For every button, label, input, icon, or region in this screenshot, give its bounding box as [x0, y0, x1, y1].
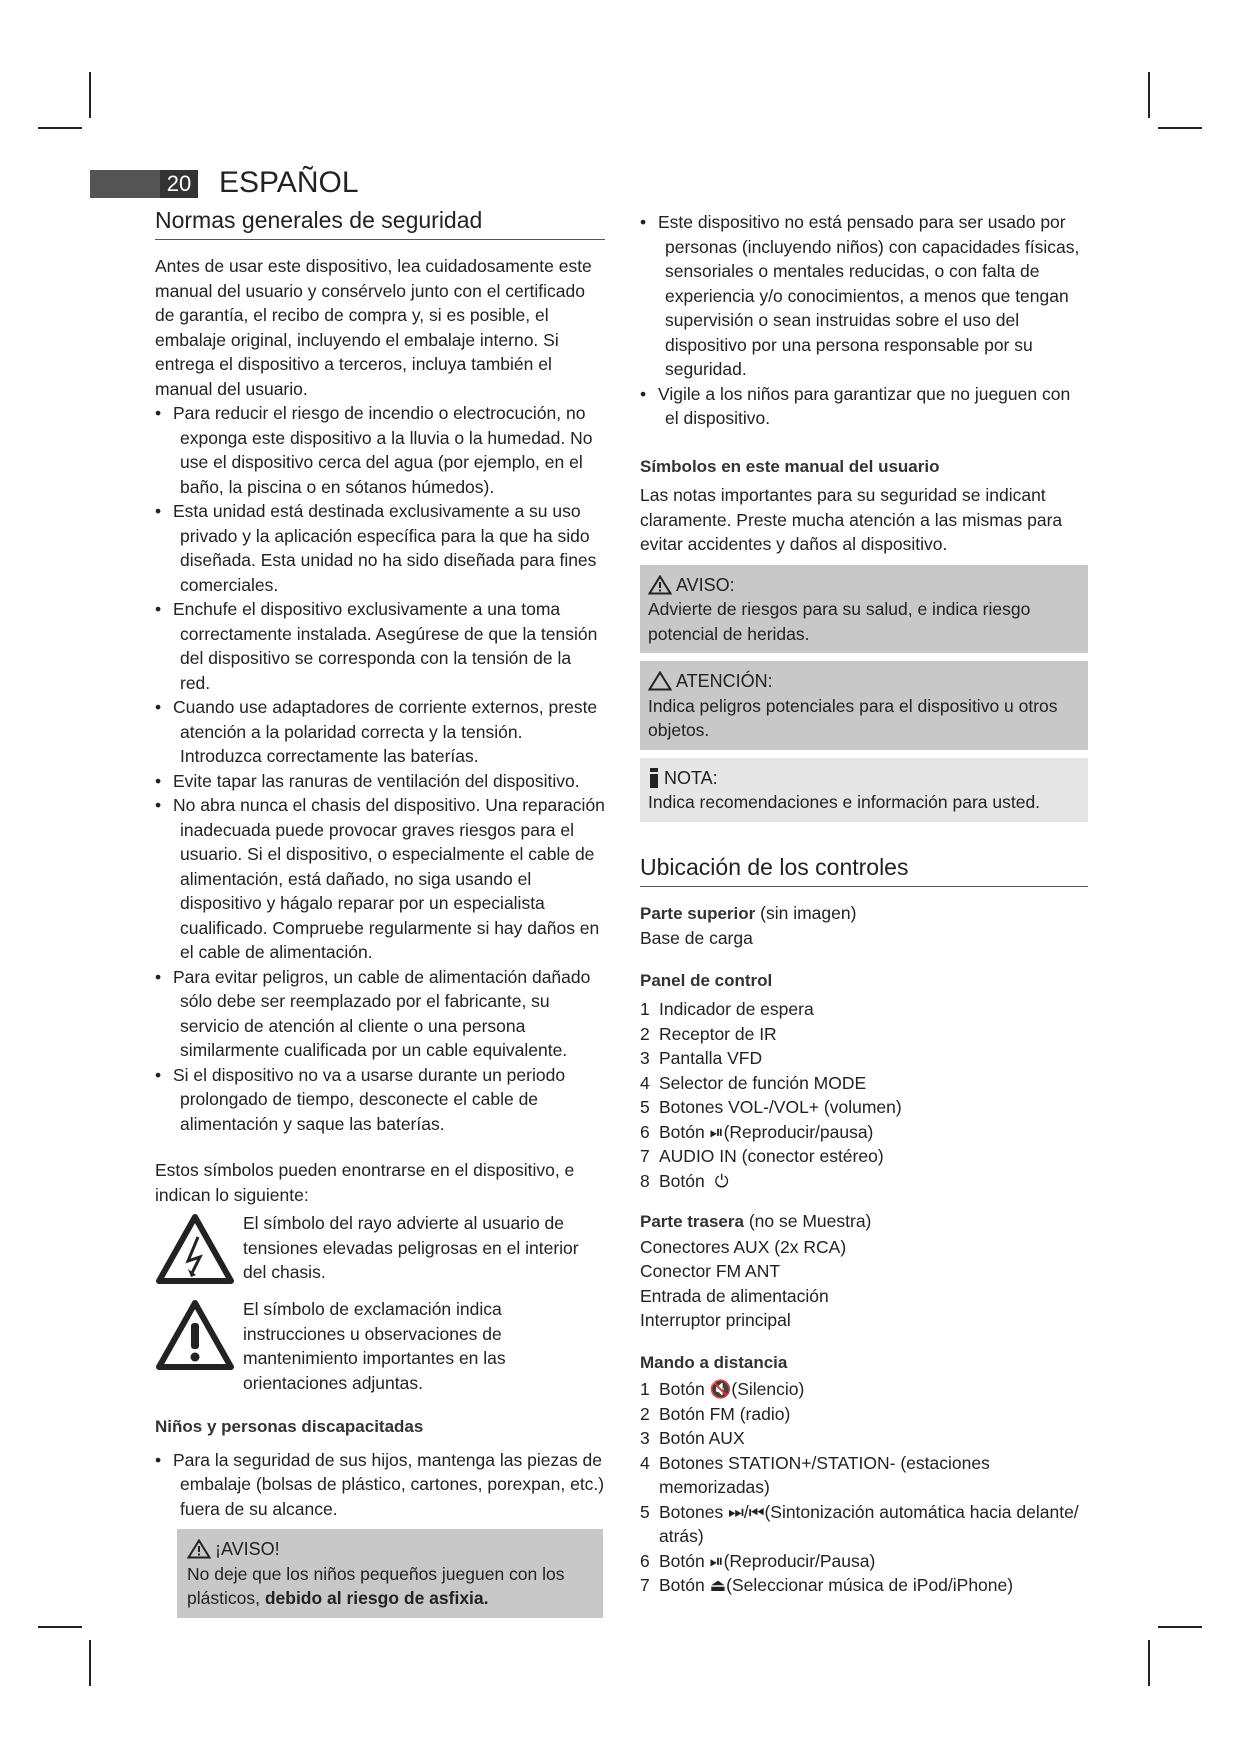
aviso-text: [187, 1562, 595, 1611]
item-text: Botones ⏭/⏮(Sintonización automática hacia delante/ atrás): [659, 1501, 1079, 1546]
remote-heading: Mando a distancia: [640, 1352, 788, 1372]
item-text: Botón ⏏(Seleccionar música de iPod/iPhone): [659, 1575, 1014, 1595]
item-number: 1: [640, 999, 650, 1019]
item-text: Botones VOL-/VOL+ (volumen): [659, 1097, 902, 1117]
list-item: [640, 1377, 1088, 1402]
item-number: 4: [640, 1072, 650, 1093]
right-bullets: [640, 210, 1088, 431]
list-item: • Esta unidad está destinada exclusivamente a su uso privado y la aplicación específica para la que ha sido diseñada. Esta unidad no ha sido diseñada para fines comerciales.: [155, 499, 605, 597]
item-text: Botón: [659, 1170, 705, 1191]
item-number: 1: [640, 1379, 650, 1399]
atencion-head: [648, 669, 1080, 694]
item-number: 4: [640, 1452, 650, 1473]
remote-list: [640, 1377, 1088, 1598]
list-item: [640, 997, 1088, 1022]
warning-triangle-icon: [187, 1539, 211, 1559]
list-item: • Este dispositivo no está pensado para ser usado por personas (incluyendo niños) con capacidades físicas, sensoriales o mentales reducidas, o con falta de experiencia y/o conocimientos, a menos que tengan supervisión o sean instruidas sobre el uso del dispositivo por una persona responsable por su seguridad.: [640, 210, 1088, 382]
atencion-label: ATENCIÓN:: [676, 671, 773, 691]
aviso-head: [187, 1537, 595, 1562]
aviso-note-box: [640, 565, 1088, 654]
exclamation-warning-icon: [155, 1297, 235, 1383]
item-text: Botones STATION+/STATION- (estaciones memorizadas): [659, 1452, 990, 1497]
item-text: Selector de función MODE: [659, 1072, 867, 1093]
aviso-text-normal: No deje que los niños pequeños jueguen con los plásticos,: [187, 1563, 565, 1608]
page-number: 20: [160, 170, 198, 198]
list-item: Conectores AUX (2x RCA): [640, 1236, 847, 1257]
item-number: 6: [640, 1121, 650, 1142]
lightning-symbol-row: [155, 1211, 605, 1297]
crop-mark: [1158, 1626, 1202, 1628]
item-text: Botón ⏯(Reproducir/pausa): [659, 1121, 874, 1142]
rear-label: Parte trasera: [640, 1212, 744, 1231]
symbols-heading: Símbolos en este manual del usuario: [640, 456, 940, 476]
crop-mark: [89, 1640, 91, 1686]
item-number: 8: [640, 1170, 650, 1191]
crop-mark: [38, 1626, 82, 1628]
top-note: (sin imagen): [760, 902, 857, 923]
item-number: 3: [640, 1428, 650, 1448]
list-item: [640, 1071, 1088, 1096]
list-item: • Para la seguridad de sus hijos, mantenga las piezas de embalaje (bolsas de plástico, cartones, porexpan, etc.) fuera de su alcance.: [155, 1448, 605, 1522]
crop-mark: [1148, 1640, 1150, 1686]
item-number: 3: [640, 1048, 650, 1068]
item-text: Botón AUX: [659, 1428, 745, 1448]
left-column: [155, 205, 605, 1626]
section-title-controls: Ubicación de los controles: [640, 852, 1088, 887]
list-item: • Si el dispositivo no va a usarse durante un periodo prolongado de tiempo, desconecte el cable de alimentación y saque las baterías.: [155, 1063, 605, 1137]
list-item: [640, 1144, 1088, 1169]
list-item: • Para evitar peligros, un cable de alimentación dañado sólo debe ser reemplazado por el fabricante, su servicio de atención al cliente o una persona similarmente cualificada por un cable equivalente.: [155, 965, 605, 1063]
atencion-box: [640, 661, 1088, 750]
list-item: • Enchufe el dispositivo exclusivamente a una toma correctamente instalada. Asegúrese de que la tensión del dispositivo se corresponda con la tensión de la red.: [155, 597, 605, 695]
top-label: Parte superior: [640, 903, 756, 923]
item-number: 5: [640, 1097, 650, 1117]
section-title-safety: Normas generales de seguridad: [155, 205, 605, 240]
symbols-text: Las notas importantes para su seguridad se indicant claramente. Preste mucha atención a las mismas para evitar accidentes y daños al dispositivo.: [640, 485, 1063, 554]
top-heading: [640, 901, 1088, 927]
list-item: • Evite tapar las ranuras de ventilación del dispositivo.: [155, 769, 605, 794]
header-bar: [90, 170, 160, 198]
exclamation-symbol-text: El símbolo de exclamación indica instrucciones u observaciones de mantenimiento importantes en las orientaciones adjuntas.: [243, 1299, 506, 1393]
item-text: Botón ⏯(Reproducir/Pausa): [659, 1550, 876, 1571]
list-item: [640, 1120, 1088, 1145]
crop-mark: [1158, 127, 1202, 129]
info-icon: [648, 768, 660, 788]
list-item: • Para reducir el riesgo de incendio o electrocución, no exponga este dispositivo a la lluvia o la humedad. No use el dispositivo cerca del agua (por ejemplo, en el baño, la piscina o en sótanos húmedos).: [155, 401, 605, 499]
aviso-note-text: Advierte de riesgos para su salud, e indica riesgo potencial de heridas.: [648, 599, 1031, 644]
item-text: AUDIO IN (conector estéreo): [659, 1146, 884, 1166]
rear-heading: [640, 1209, 1088, 1235]
aviso-label: ¡AVISO!: [215, 1539, 280, 1559]
item-number: 5: [640, 1501, 650, 1522]
children-heading: Niños y personas discapacitadas: [155, 1417, 424, 1436]
list-item: [640, 1500, 1088, 1549]
list-item: [640, 1426, 1088, 1451]
list-item: [640, 1022, 1088, 1047]
item-number: 7: [640, 1575, 650, 1595]
rear-note: (no se Muestra): [748, 1211, 872, 1231]
safety-bullets: [155, 401, 605, 1136]
lightning-symbol-text: El símbolo del rayo advierte al usuario de tensiones elevadas peligrosas en el interior del chasis.: [243, 1213, 579, 1282]
list-item: [640, 1046, 1088, 1071]
children-bullets: [155, 1448, 605, 1522]
crop-mark: [1148, 72, 1150, 118]
nota-label: NOTA:: [664, 767, 718, 788]
language-title: ESPAÑOL: [219, 166, 359, 199]
list-item: [640, 1095, 1088, 1120]
list-item: • Cuando use adaptadores de corriente externos, preste atención a la polaridad correcta y la tensión. Introduzca correctamente las baterías.: [155, 695, 605, 769]
list-item: [640, 1169, 1088, 1194]
panel-list: [640, 997, 1088, 1193]
nota-text: Indica recomendaciones e información para usted.: [648, 792, 1041, 812]
list-item: • No abra nunca el chasis del dispositivo. Una reparación inadecuada puede provocar graves riesgos para el usuario. Si el dispositivo, o especialmente el cable de alimentación, está dañado, no siga usando el dispositivo y hágalo reparar por un especialista cualificado. Compruebe regularmente si hay daños en el cable de alimentación.: [155, 793, 605, 965]
warning-triangle-icon: [648, 575, 672, 595]
crop-mark: [38, 127, 82, 129]
item-text: Receptor de IR: [659, 1023, 777, 1044]
list-item: Conector FM ANT: [640, 1261, 781, 1281]
panel-heading: Panel de control: [640, 970, 773, 990]
atencion-text: Indica peligros potenciales para el dispositivo u otros objetos.: [648, 695, 1058, 740]
aviso-text-bold: debido al riesgo de asfixia.: [264, 1588, 489, 1608]
lightning-warning-icon: [155, 1211, 235, 1297]
aviso-note-label: AVISO:: [676, 574, 735, 595]
list-item: Interruptor principal: [640, 1310, 791, 1330]
list-item: Entrada de alimentación: [640, 1285, 829, 1306]
nota-head: [648, 766, 1080, 791]
exclamation-symbol-row: [155, 1297, 605, 1395]
aviso-box: [177, 1529, 603, 1618]
right-column: [640, 210, 1088, 1598]
item-number: 7: [640, 1146, 650, 1166]
list-item: [640, 1451, 1088, 1500]
item-text: Botón FM (radio): [659, 1403, 791, 1424]
item-number: 2: [640, 1023, 650, 1044]
power-icon: ⏻: [714, 1170, 729, 1191]
intro-paragraph: Antes de usar este dispositivo, lea cuidadosamente este manual del usuario y consérvelo junto con el certificado de garantía, el recibo de compra y, si es posible, el embalaje original, incluyendo el embalaje interno. Si entrega el dispositivo a terceros, incluya también el manual del usuario.: [155, 256, 592, 399]
aviso-note-head: [648, 573, 1080, 598]
item-text: Indicador de espera: [659, 999, 814, 1019]
list-item: • Vigile a los niños para garantizar que no jueguen con el dispositivo.: [640, 382, 1088, 431]
caution-triangle-icon: [648, 671, 672, 691]
list-item: [640, 1402, 1088, 1427]
symbols-intro: Estos símbolos pueden enontrarse en el dispositivo, e indican lo siguiente:: [155, 1160, 575, 1205]
nota-box: [640, 758, 1088, 822]
top-item: Base de carga: [640, 928, 753, 948]
item-number: 6: [640, 1550, 650, 1571]
list-item: [640, 1573, 1088, 1598]
crop-mark: [89, 72, 91, 118]
item-text: Botón 🔇(Silencio): [659, 1379, 805, 1399]
item-text: Pantalla VFD: [659, 1048, 763, 1068]
list-item: [640, 1549, 1088, 1574]
item-number: 2: [640, 1403, 650, 1424]
